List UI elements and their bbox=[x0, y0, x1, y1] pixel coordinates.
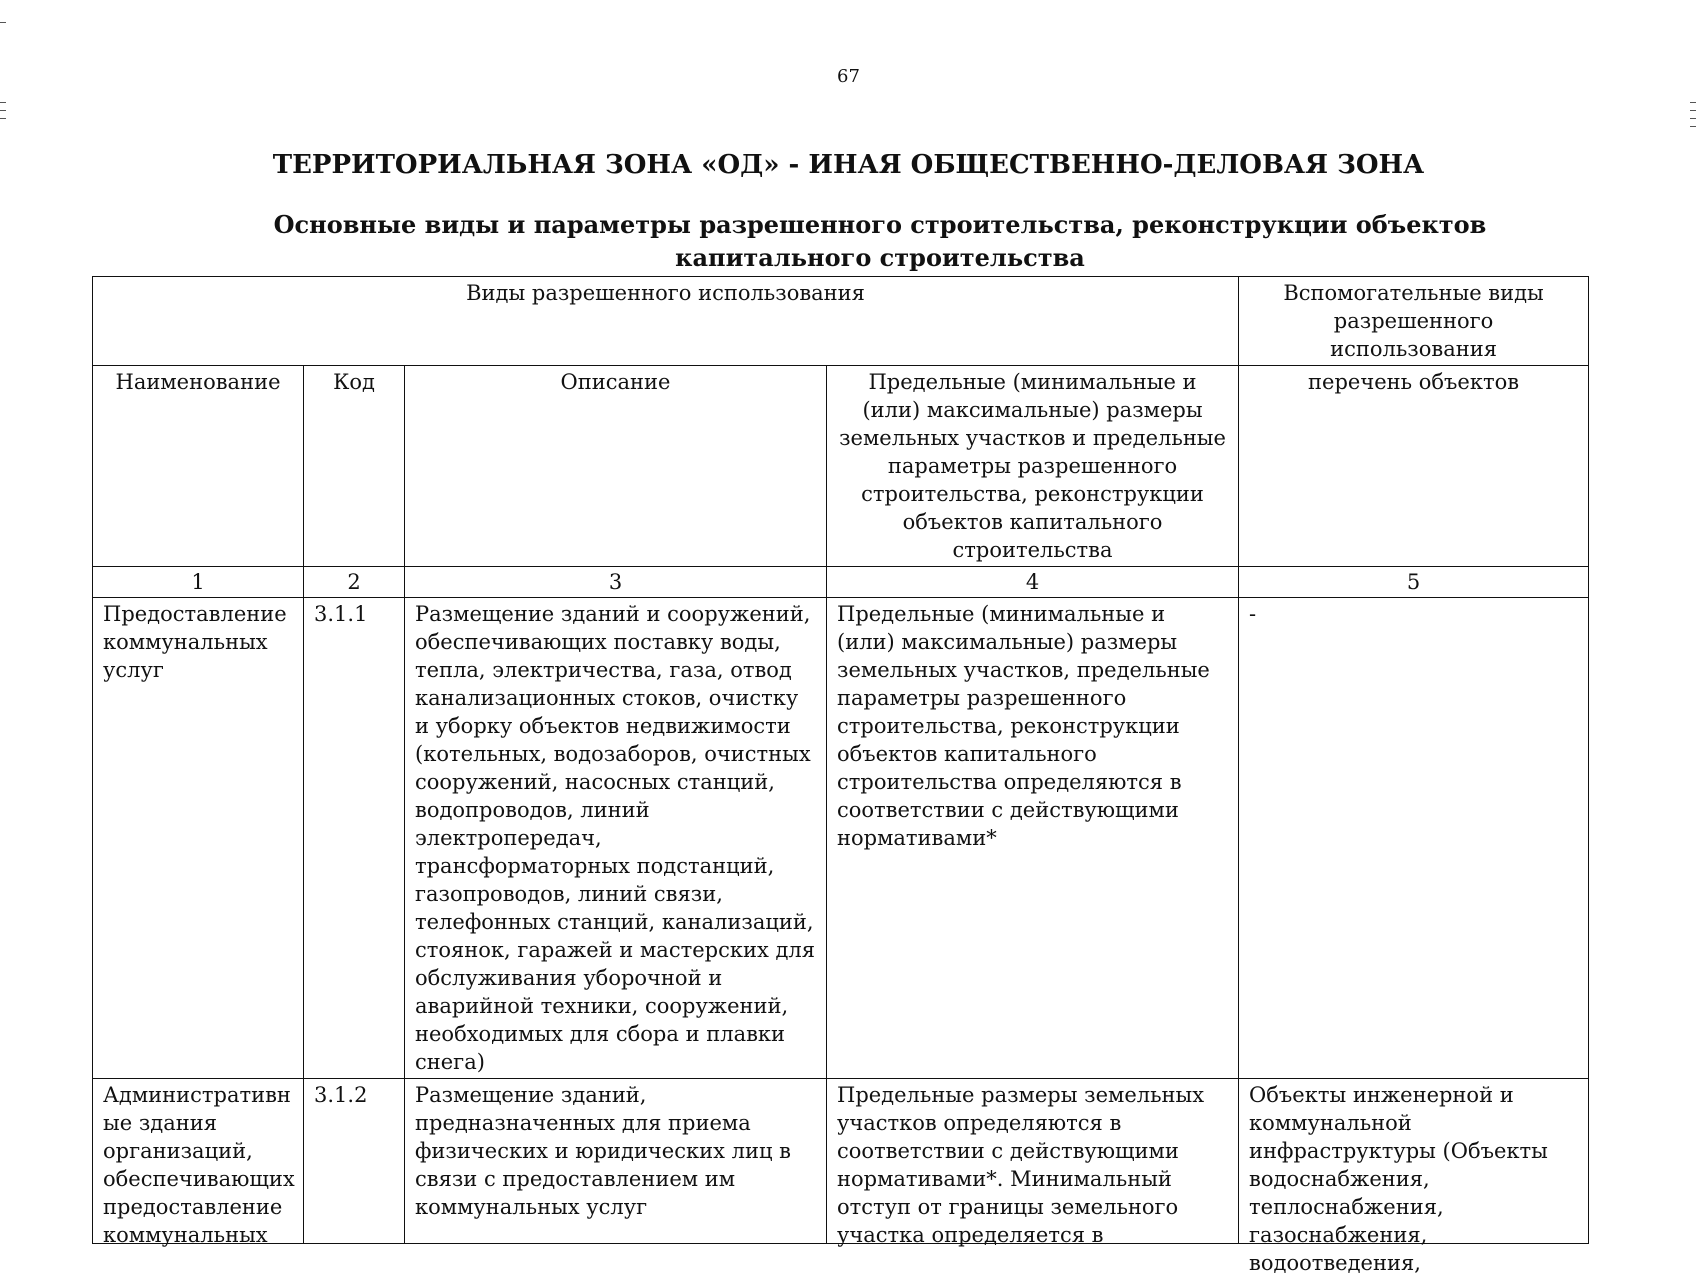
row-code: 3.1.1 bbox=[304, 598, 405, 1079]
zone-title: ТЕРРИТОРИАЛЬНАЯ ЗОНА «ОД» - ИНАЯ ОБЩЕСТВЕННО-ДЕЛОВАЯ ЗОНА bbox=[272, 150, 1425, 180]
column-header-code: Код bbox=[304, 366, 405, 567]
row-limits: Предельные размеры земельных участков определяются в соответствии с действующими нормативами*. Минимальный отступ от границы земельного участка определяется в bbox=[837, 1083, 1205, 1247]
row-limits: Предельные (минимальные и (или) максимальные) размеры земельных участков, предельные параметры разрешенного строительства, реконструкции объектов капитального строительства определяются в соответствии с действующими нормативами* bbox=[827, 598, 1239, 1079]
row-description: Размещение зданий, предназначенных для приема физических и юридических лиц в связи с предоставлением им коммунальных услуг bbox=[415, 1083, 791, 1219]
column-number: 2 bbox=[304, 567, 405, 598]
column-number: 3 bbox=[405, 567, 827, 598]
row-aux: Объекты инженерной и коммунальной инфраструктуры (Объекты водоснабжения, теплоснабжения, газоснабжения, водоотведения, bbox=[1249, 1083, 1548, 1275]
row-name: Административн ые здания организаций, обеспечивающих предоставление коммунальных bbox=[103, 1083, 295, 1247]
column-header-row bbox=[93, 366, 1589, 567]
column-header-limits: Предельные (минимальные и (или) максимальные) размеры земельных участков и предельные параметры разрешенного строительства, реконструкции объектов капитального строительства bbox=[827, 366, 1239, 567]
column-header-aux-list: перечень объектов bbox=[1239, 366, 1589, 567]
row-aux: - bbox=[1239, 598, 1589, 1079]
column-number: 5 bbox=[1239, 567, 1589, 598]
group-header-main: Виды разрешенного использования bbox=[93, 277, 1239, 366]
group-header-aux: Вспомогательные виды разрешенного использования bbox=[1239, 277, 1589, 366]
row-description: Размещение зданий и сооружений, обеспечивающих поставку воды, тепла, электричества, газа, отвод канализационных стоков, очистку и уборку объектов недвижимости (котельных, водозаборов, очистных сооружений, насосных станций, водопроводов, линий электропередач, трансформаторных подстанций, газопроводов, линий связи, телефонных станций, канализаций, стоянок, гаражей и мастерских для обслуживания уборочной и аварийной техники, сооружений, необходимых для сбора и плавки снега) bbox=[405, 598, 827, 1079]
section-title: Основные виды и параметры разрешенного строительства, реконструкции объектов капитального строительства bbox=[273, 210, 1487, 272]
table-row bbox=[93, 598, 1589, 1079]
regulations-table bbox=[92, 276, 1589, 1275]
row-code: 3.1.2 bbox=[314, 1083, 368, 1107]
column-number: 1 bbox=[93, 567, 304, 598]
column-number-row bbox=[93, 567, 1589, 598]
page-number: 67 bbox=[837, 66, 860, 87]
column-number: 4 bbox=[827, 567, 1239, 598]
row-name: Предоставление коммунальных услуг bbox=[93, 598, 304, 1079]
column-header-name: Наименование bbox=[93, 366, 304, 567]
column-header-description: Описание bbox=[405, 366, 827, 567]
table-row bbox=[93, 1079, 1589, 1244]
group-header-row bbox=[93, 277, 1589, 366]
